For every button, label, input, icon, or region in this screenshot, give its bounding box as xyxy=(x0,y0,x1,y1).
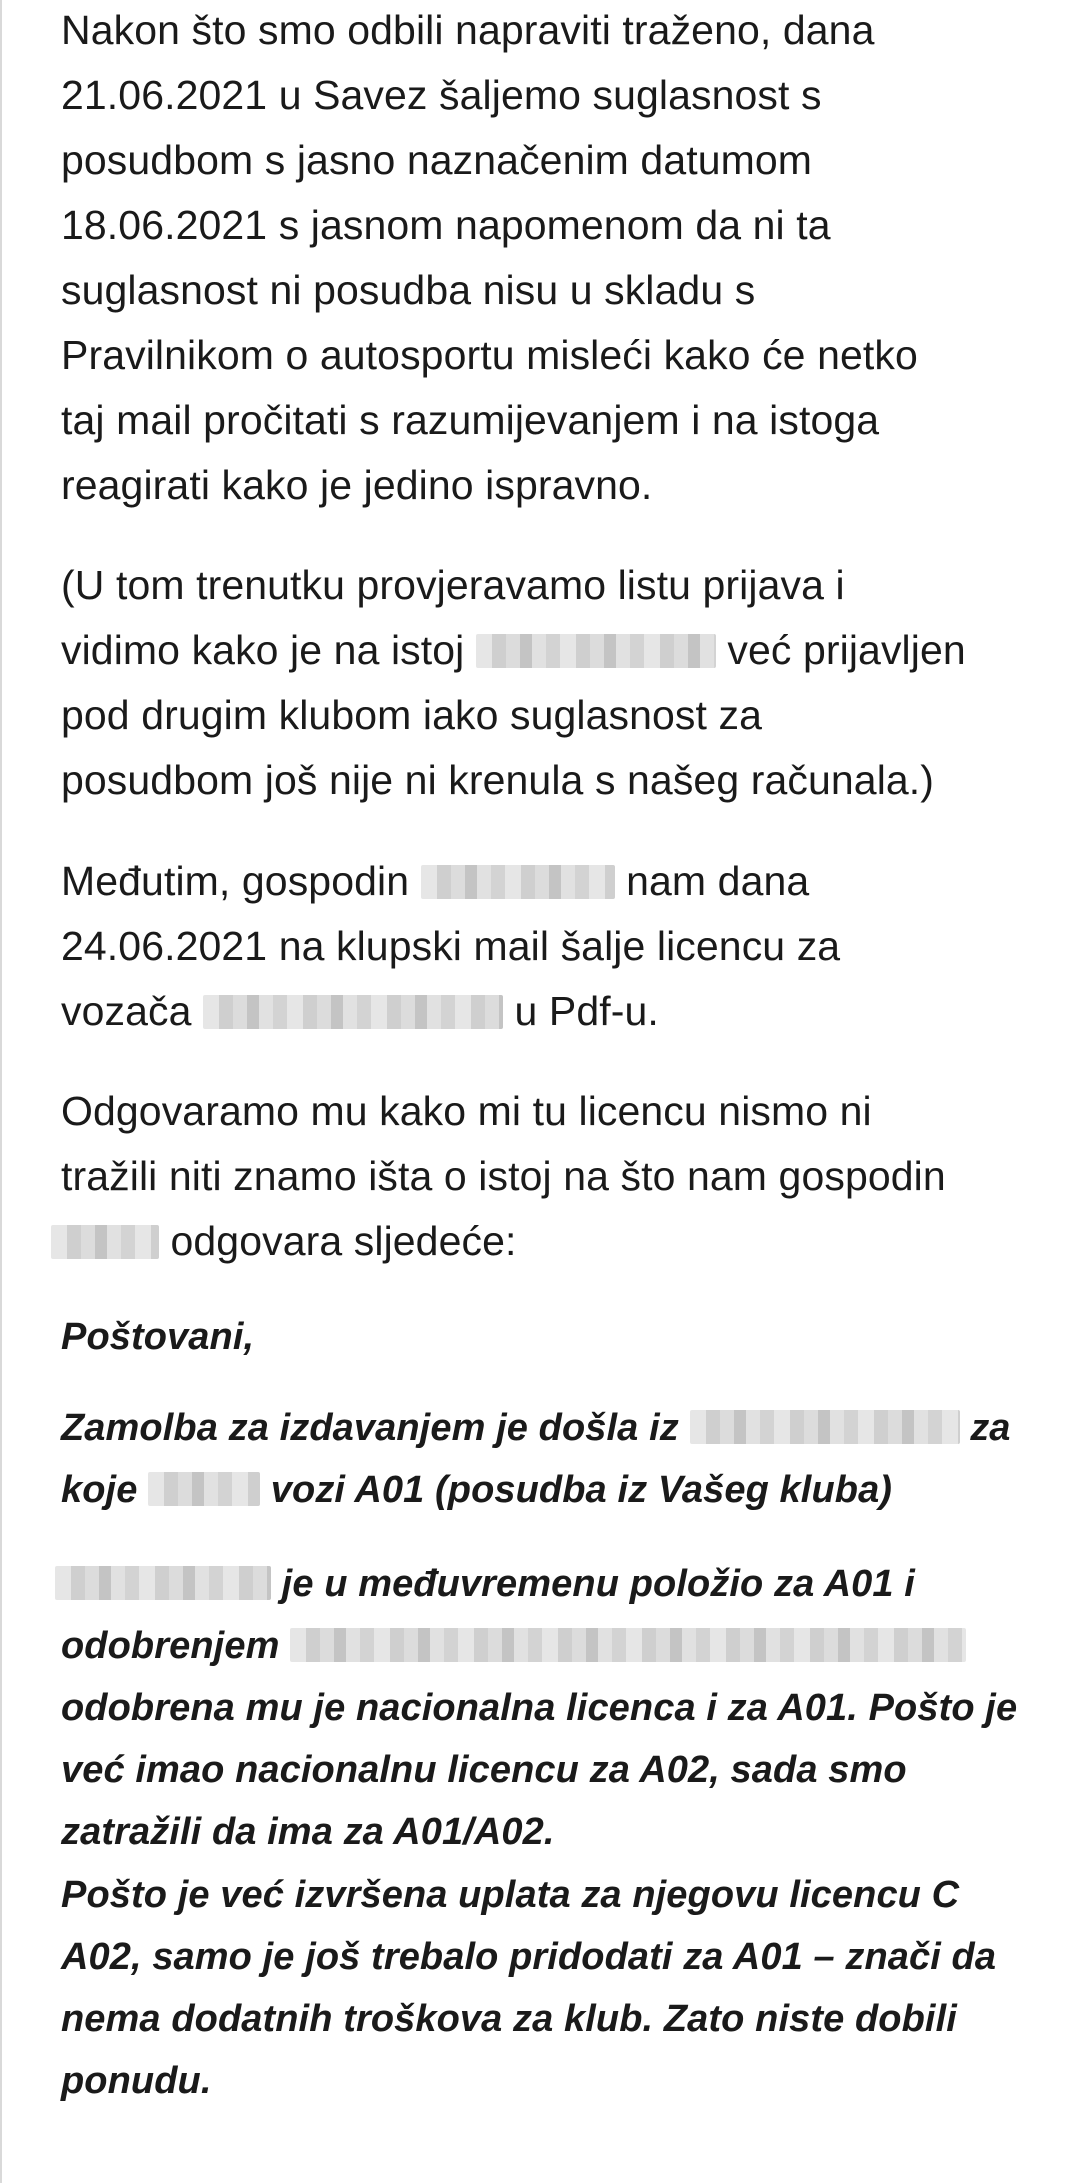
text-segment: za xyxy=(970,1407,1011,1449)
text-line xyxy=(61,979,840,1044)
redacted-name xyxy=(55,1566,271,1600)
redacted-name xyxy=(148,1472,260,1506)
quote-greeting xyxy=(61,1306,254,1368)
paragraph-registration-check xyxy=(61,553,966,813)
text-line xyxy=(61,849,840,914)
redacted-name xyxy=(51,1225,159,1259)
text-line: već imao nacionalnu licencu za A02, sada smo xyxy=(61,1749,907,1791)
text-line xyxy=(61,1209,946,1274)
redacted-name xyxy=(203,995,503,1029)
text-line: A02, samo je još trebalo pridodati za A01 – znači da xyxy=(61,1936,997,1978)
text-line: tražili niti znamo išta o istoj na što nam gospodin xyxy=(61,1153,946,1199)
text-line: (U tom trenutku provjeravamo listu prijava i xyxy=(61,562,845,608)
redacted-name xyxy=(290,1628,966,1662)
quote-paragraph-approval xyxy=(61,1553,1017,1863)
text-line: posudbom još nije ni krenula s našeg računala.) xyxy=(61,757,935,803)
text-segment: vozača xyxy=(61,988,192,1034)
redacted-name xyxy=(476,634,716,668)
text-line: odobrena mu je nacionalna licenca i za A01. Pošto je xyxy=(61,1687,1018,1729)
text-segment: je u međuvremenu položio za A01 i xyxy=(281,1563,915,1605)
text-segment: nam dana xyxy=(626,858,810,904)
text-line: zatražili da ima za A01/A02. xyxy=(61,1811,555,1853)
text-segment: vozi A01 (posudba iz Vašeg kluba) xyxy=(270,1469,893,1511)
text-line xyxy=(61,1553,1017,1615)
text-line: nema dodatnih troškova za klub. Zato niste dobili xyxy=(61,1998,957,2040)
text-line: Pravilnikom o autosportu misleći kako će netko xyxy=(61,332,918,378)
redacted-name xyxy=(421,865,615,899)
paragraph-license-mail xyxy=(61,849,840,1044)
text-line: pod drugim klubom iako suglasnost za xyxy=(61,692,762,738)
text-line: Nakon što smo odbili napraviti traženo, dana xyxy=(61,7,875,53)
text-line xyxy=(61,1397,1011,1459)
text-segment: odgovara sljedeće: xyxy=(170,1218,517,1264)
text-segment: već prijavljen xyxy=(727,627,966,673)
quote-paragraph-payment xyxy=(61,1864,996,2112)
text-segment: u Pdf-u. xyxy=(514,988,659,1034)
left-border xyxy=(0,0,2,2183)
text-line: 18.06.2021 s jasnom napomenom da ni ta xyxy=(61,202,831,248)
text-segment: vidimo kako je na istoj xyxy=(61,627,465,673)
text-line: posudbom s jasno naznačenim datumom xyxy=(61,137,813,183)
quote-paragraph-request xyxy=(61,1397,1011,1521)
paragraph-reply xyxy=(61,1079,946,1274)
text-line: taj mail pročitati s razumijevanjem i na istoga xyxy=(61,397,880,443)
text-line: ponudu. xyxy=(61,2060,212,2102)
text-line: 24.06.2021 na klupski mail šalje licencu za xyxy=(61,923,841,969)
text-segment: Međutim, gospodin xyxy=(61,858,410,904)
redacted-name xyxy=(690,1410,960,1444)
text-line: 21.06.2021 u Savez šaljemo suglasnost s xyxy=(61,72,822,118)
text-segment: koje xyxy=(61,1469,138,1511)
text-line xyxy=(61,618,966,683)
paragraph-intro xyxy=(61,0,918,518)
text-line xyxy=(61,1459,1011,1521)
text-segment: Zamolba za izdavanjem je došla iz xyxy=(61,1407,679,1449)
text-line: Pošto je već izvršena uplata za njegovu licencu C xyxy=(61,1874,960,1916)
text-line xyxy=(61,1615,1017,1677)
text-line: Poštovani, xyxy=(61,1316,255,1358)
text-segment: odobrenjem xyxy=(61,1625,280,1667)
text-line: Odgovaramo mu kako mi tu licencu nismo ni xyxy=(61,1088,872,1134)
text-line: suglasnost ni posudba nisu u skladu s xyxy=(61,267,756,313)
text-line: reagirati kako je jedino ispravno. xyxy=(61,462,653,508)
